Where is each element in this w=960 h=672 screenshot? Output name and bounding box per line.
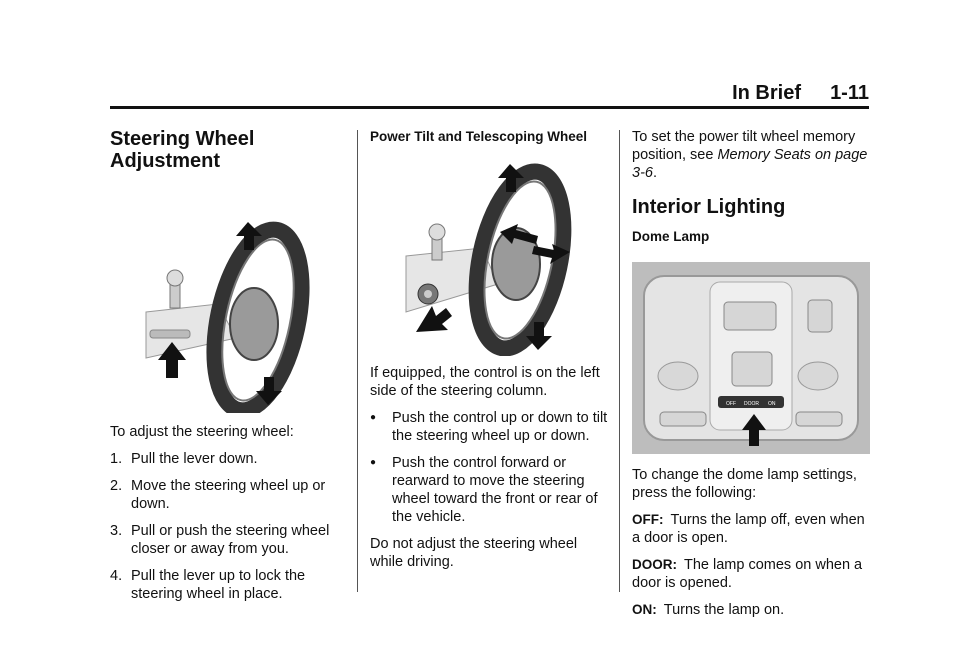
section-heading-steering: Steering Wheel Adjustment — [110, 128, 255, 172]
column-interior-lighting — [632, 128, 872, 628]
bullet-item: ● Push the control forward or rearward to move the steering wheel toward the front or rear of the vehicle. — [370, 455, 598, 525]
memory-text: To set the power tilt wheel memory position, see Memory Seats on page 3-6. — [632, 129, 868, 181]
switch-label-door: DOOR — [744, 401, 759, 407]
column-divider-2 — [619, 130, 620, 592]
column-steering-adjustment — [110, 128, 342, 612]
step-item: 3. Pull or push the steering wheel closer or away from you. — [110, 523, 330, 557]
step-item: 2. Move the steering wheel up or down. — [110, 478, 326, 512]
power-tilt-intro: If equipped, the control is on the left side of the steering column. — [370, 365, 600, 399]
setting-door: DOOR: The lamp comes on when a door is opened. — [632, 557, 863, 591]
column-divider-1 — [357, 130, 358, 592]
step-item: 1. Pull the lever down. — [110, 451, 258, 467]
page-header — [110, 80, 869, 109]
dome-change-text: To change the dome lamp settings, press the following: — [632, 467, 857, 501]
steering-intro: To adjust the steering wheel: — [110, 424, 294, 440]
subheading-power-tilt: Power Tilt and Telescoping Wheel — [370, 129, 588, 144]
switch-label-on: ON — [768, 401, 776, 407]
memory-seats-link[interactable]: Memory Seats on page 3-6 — [632, 147, 868, 181]
driving-warning: Do not adjust the steering wheel while driving. — [370, 536, 578, 570]
section-heading-lighting: Interior Lighting — [632, 196, 786, 218]
step-item: 4. Pull the lever up to lock the steering wheel in place. — [110, 568, 306, 602]
subheading-dome-lamp: Dome Lamp — [632, 229, 710, 244]
bullet-item: ● Push the control up or down to tilt the steering wheel up or down. — [370, 410, 608, 444]
dome-lamp-figure — [632, 262, 872, 454]
column-power-tilt — [370, 128, 610, 580]
power-tilt-figure — [370, 160, 610, 356]
steering-wheel-figure — [110, 210, 342, 413]
section-title: In Brief — [732, 82, 801, 104]
setting-off: OFF: Turns the lamp off, even when a door is open. — [632, 512, 865, 546]
page-number: 1-11 — [830, 82, 869, 104]
switch-label-off: OFF — [726, 401, 736, 407]
setting-on: ON: Turns the lamp on. — [632, 602, 785, 618]
